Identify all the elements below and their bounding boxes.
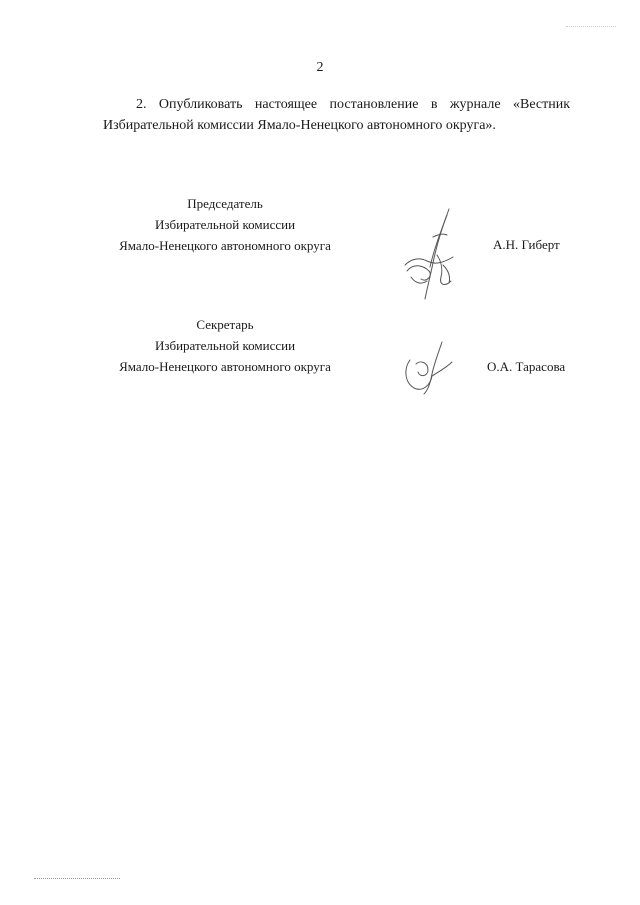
secretary-region: Ямало-Ненецкого автономного округа: [119, 359, 331, 374]
footer-dotted-line: [34, 878, 120, 879]
chairman-title-block: [95, 193, 355, 256]
page-number: 2: [316, 60, 324, 75]
chairman-commission: Избирательной комиссии: [154, 217, 296, 232]
corner-scan-marks: [566, 26, 616, 27]
chairman-position: Председатель: [187, 196, 263, 211]
secretary-signature: [398, 338, 458, 398]
chairman-region: Ямало-Ненецкого автономного округа: [119, 238, 331, 253]
chairman-name: А.Н. Гиберт: [493, 237, 560, 252]
secretary-title-block: [95, 314, 355, 377]
chairman-signature: [397, 205, 467, 305]
secretary-position: Секретарь: [196, 317, 254, 332]
body-paragraph: 2. Опубликовать настоящее постановление в журнале «Вестник Избирательной комиссии Ямало-Ненецкого автономного округа».: [103, 97, 570, 133]
secretary-commission: Избирательной комиссии: [154, 338, 296, 353]
secretary-name: О.А. Тарасова: [487, 359, 566, 374]
